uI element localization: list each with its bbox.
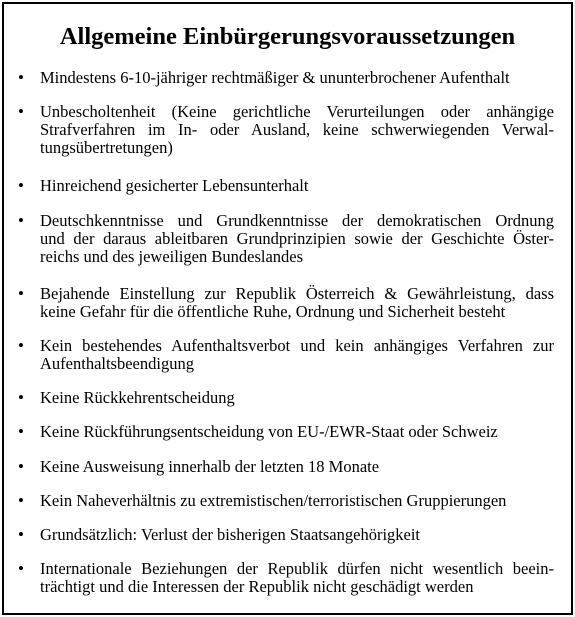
list-item-text: Deutschkenntnisse und Grundkenntnisse der demokratischen Ordnung und der daraus ableitbaren Grundprinzipien sowie der Geschichte Öster- reichs und des jeweiligen Bundeslandes: [40, 211, 554, 266]
bullet-icon: •: [18, 176, 24, 195]
list-item-text: Keine Rückführungsentscheidung von EU-/EWR-Staat oder Schweiz: [40, 422, 498, 441]
list-item-text: Internationale Beziehungen der Republik dürfen nicht wesentlich beein- trächtigt und die Interessen der Republik nicht geschädigt werden: [40, 559, 554, 596]
page-title: Allgemeine Einbürgerungsvoraussetzungen: [59, 23, 516, 50]
list-item-text: Mindestens 6-10-jähriger rechtmäßiger & ununterbrochener Aufenthalt: [40, 68, 510, 87]
bullet-icon: •: [18, 525, 24, 544]
bullet-icon: •: [18, 102, 24, 121]
bullet-icon: •: [18, 68, 24, 87]
bullet-icon: •: [18, 336, 24, 355]
bullet-icon: •: [18, 388, 24, 407]
list-item-text: Unbescholtenheit (Keine gerichtliche Verurteilungen oder anhängige Strafverfahren im In- oder Ausland, keine schwerwiegenden Verwal- tungsübertretungen): [40, 102, 554, 157]
bullet-icon: •: [18, 211, 24, 230]
list-item-text: Keine Ausweisung innerhalb der letzten 18 Monate: [40, 457, 380, 476]
bullet-icon: •: [18, 457, 24, 476]
requirements-box: [2, 2, 573, 615]
list-item-text: Grundsätzlich: Verlust der bisherigen Staatsangehörigkeit: [40, 525, 421, 544]
bullet-icon: •: [18, 422, 24, 441]
list-item-text: Kein bestehendes Aufenthaltsverbot und kein anhängiges Verfahren zur Aufenthaltsbeendigung: [40, 336, 554, 373]
bullet-icon: •: [18, 284, 24, 303]
requirements-list: [4, 4, 571, 613]
bullet-icon: •: [18, 491, 24, 510]
list-item-text: Keine Rückkehrentscheidung: [40, 388, 235, 407]
list-item-text: Kein Naheverhältnis zu extremistischen/terroristischen Gruppierungen: [40, 491, 507, 510]
list-item-text: Bejahende Einstellung zur Republik Österreich & Gewährleistung, dass keine Gefahr für die öffentliche Ruhe, Ordnung und Sicherheit besteht: [40, 284, 554, 321]
bullet-icon: •: [18, 559, 24, 578]
list-item-text: Hinreichend gesicherter Lebensunterhalt: [40, 176, 309, 195]
